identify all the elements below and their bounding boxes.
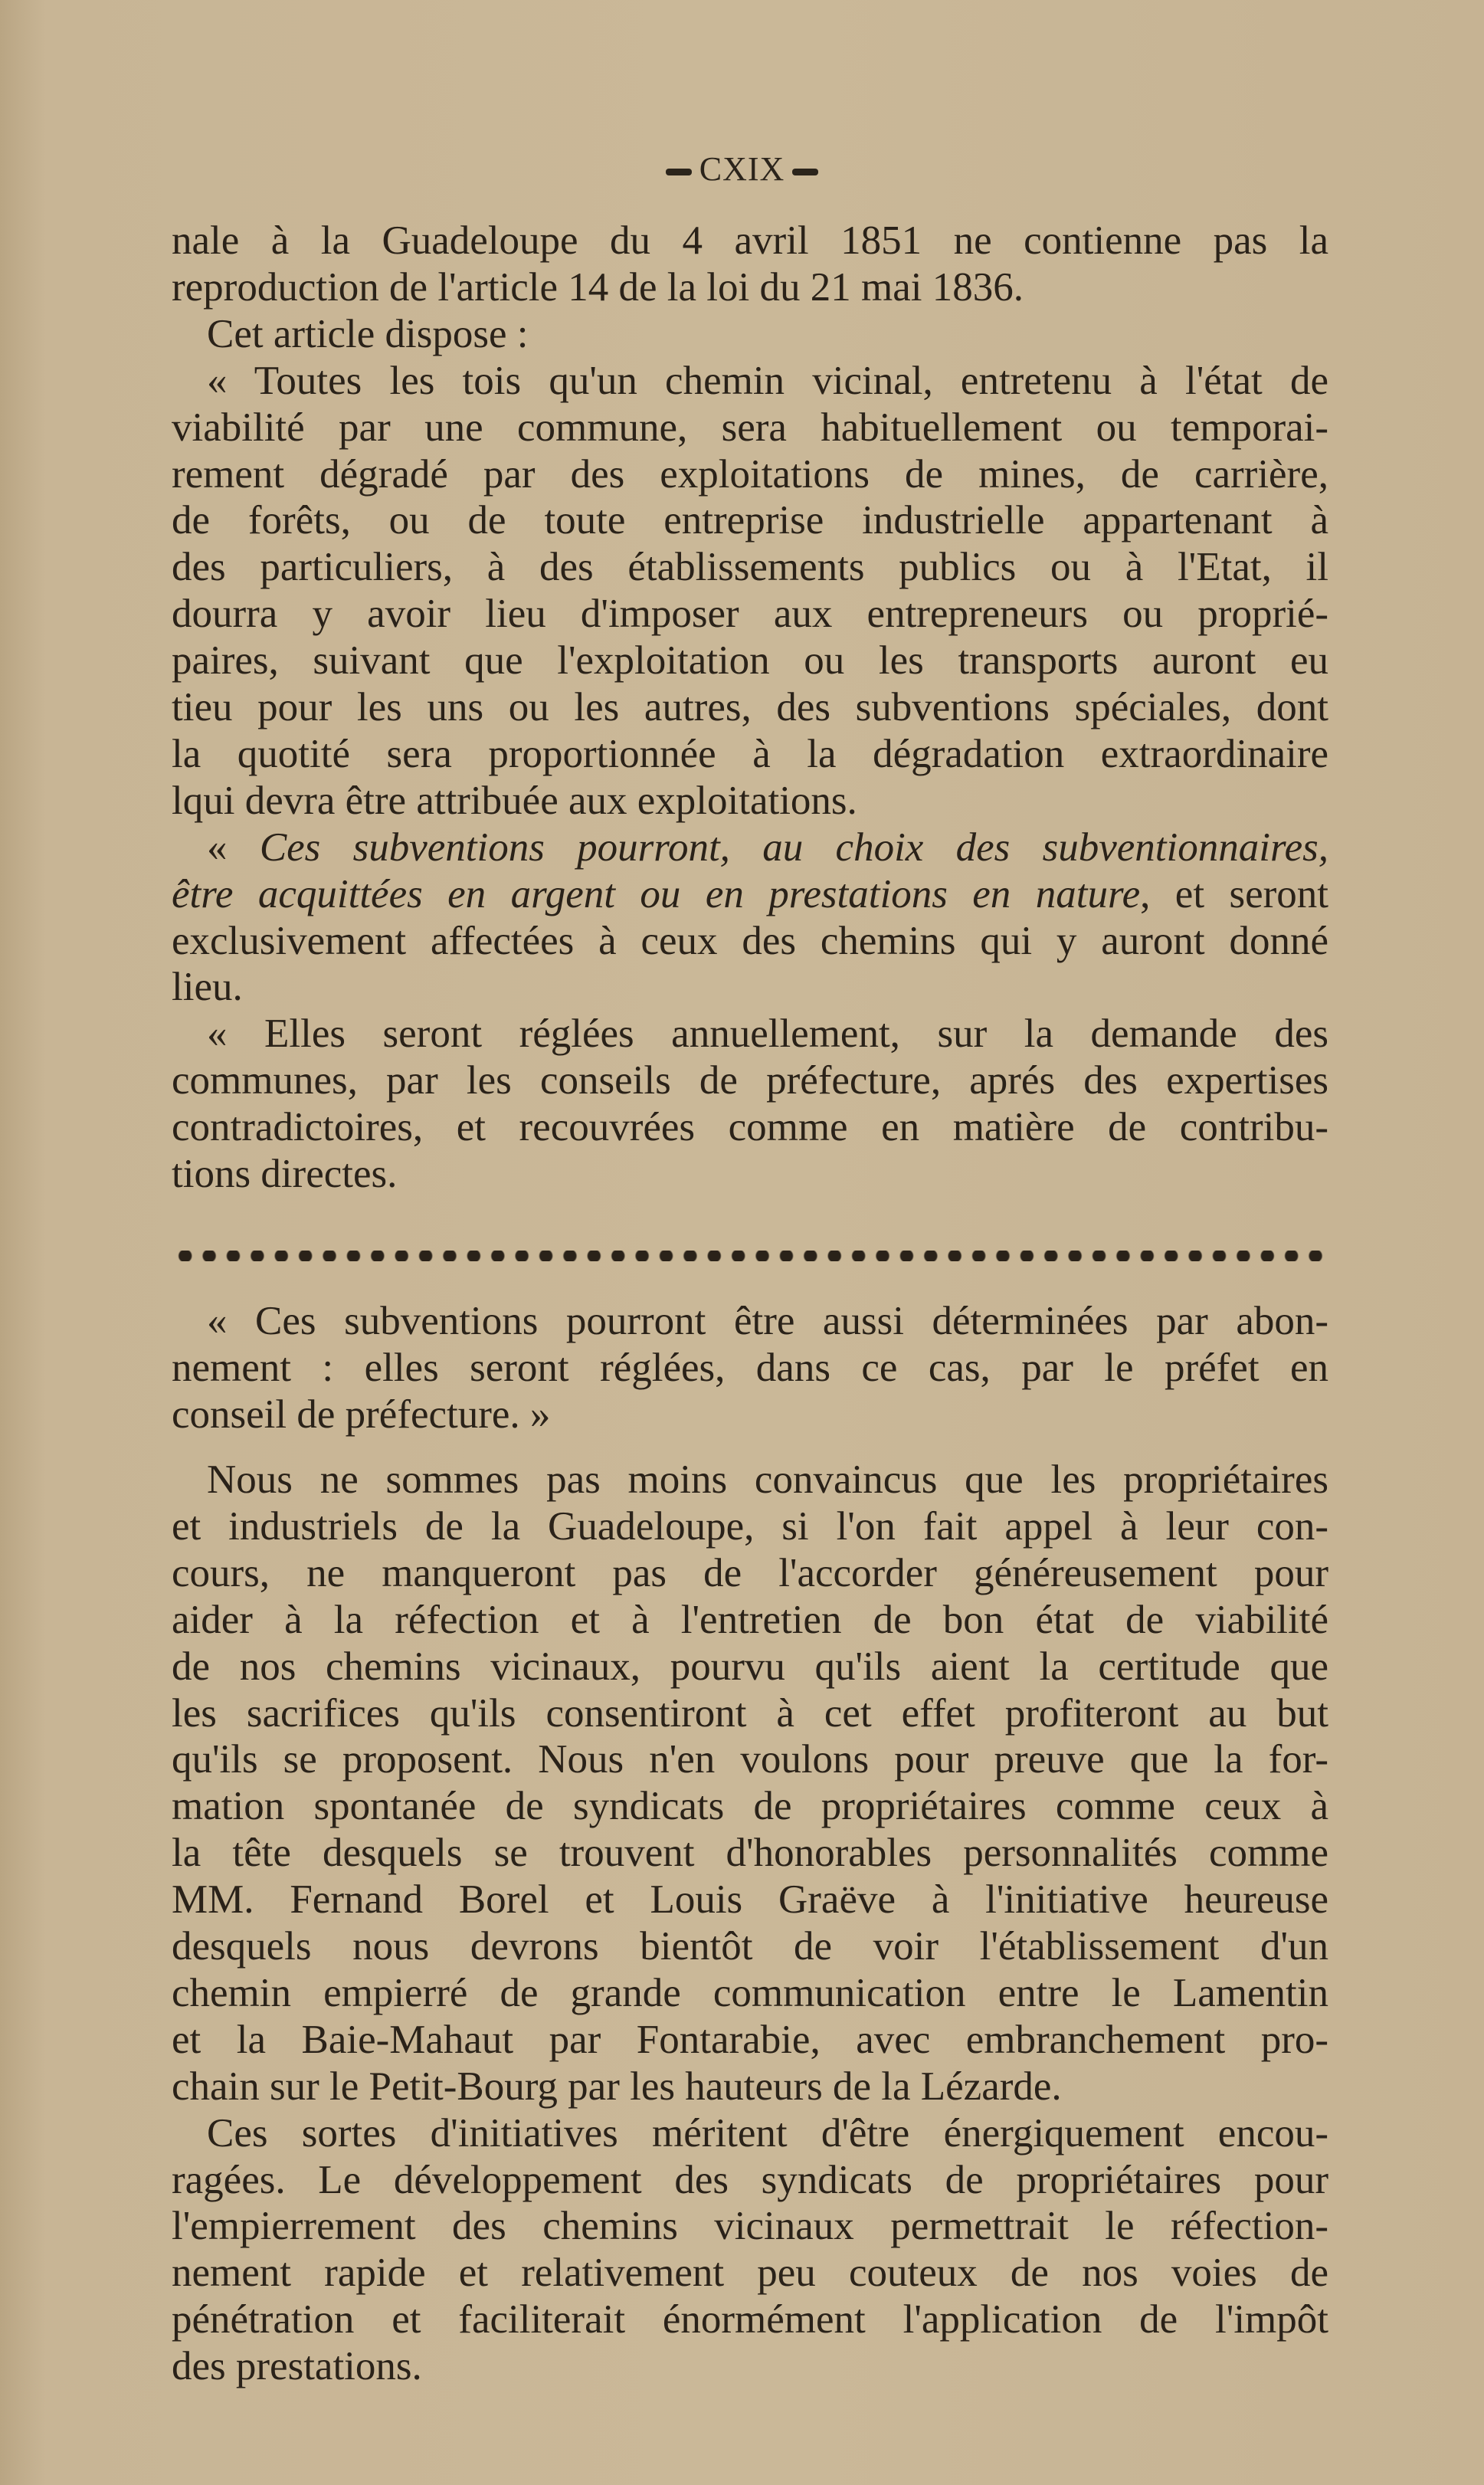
text-line: Cet article dispose : [207,311,529,356]
text-line: « Elles seront réglées annuellement, sur la demande des [207,1011,1328,1057]
text-line: cours, ne manqueront pas de l'accorder généreusement pour [172,1550,1328,1595]
ellipsis-dotted-separator [173,1251,1328,1261]
italic-text: Ces subventions pourront, au choix des subventionnaires, [259,825,1328,870]
page-number: CXIX [699,150,785,188]
page-header [0,149,1484,189]
text-line: exclusivement affectées à ceux des chemins qui y auront donné [172,918,1328,963]
text-line: desquels nous devrons bientôt de voir l'établissement d'un [172,1924,1328,1969]
text-line: chemin empierré de grande communication entre le Lamentin [172,1970,1328,2015]
text-line [172,871,1328,918]
text-line: la tête desquels se trouvent d'honorables personnalités comme [172,1831,1328,1876]
text-line: aider à la réfection et à l'entretien de bon état de viabilité [172,1597,1328,1642]
text-line: Nous ne sommes pas moins convaincus que les propriétaires [207,1457,1328,1502]
text-line: rement dégradé par des exploitations de mines, de carrière, [172,451,1328,497]
text-line: « Ces subventions pourront être aussi déterminées par abon- [207,1299,1328,1343]
text-line: nale à la Guadeloupe du 4 avril 1851 ne contienne pas la [172,218,1328,263]
text-line: tions directes. [172,1152,398,1196]
text-line: tieu pour les uns ou les autres, des subventions spéciales, dont [172,685,1328,729]
text-line: qu'ils se proposent. Nous n'en voulons pour preuve que la for- [172,1737,1328,1782]
text-line: reproduction de l'article 14 de la loi du 21 mai 1836. [172,264,1024,310]
text-line: mation spontanée de syndicats de propriétaires comme ceux à [172,1784,1328,1829]
text-line: l'empierrement des chemins vicinaux permettrait le réfection- [172,2204,1328,2249]
text-line: lieu. [172,965,243,1010]
text-line: les sacrifices qu'ils consentiront à cet effet profiteront au but [172,1690,1328,1736]
text-line: dourra y avoir lieu d'imposer aux entrepreneurs ou proprié- [172,592,1328,637]
text-line: des particuliers, à des établissements publics ou à l'Etat, il [172,545,1328,590]
header-ornament-left [666,169,692,175]
text-line: nement : elles seront réglées, dans ce cas, par le préfet en [172,1345,1328,1390]
text-line: de forêts, ou de toute entreprise industrielle appartenant à [172,498,1328,543]
text-line: « Toutes les tois qu'un chemin vicinal, entretenu à l'état de [207,358,1328,403]
text-line: pénétration et faciliterait énormément l'application de l'impôt [172,2297,1328,2342]
text-line: la quotité sera proportionnée à la dégradation extraordinaire [172,731,1328,776]
text-line: conseil de préfecture. » [172,1392,551,1437]
text-line: et industriels de la Guadeloupe, si l'on fait appel à leur con- [172,1503,1328,1549]
header-ornament-right [792,169,818,175]
text-line: nement rapide et relativement peu couteux de nos voies de [172,2251,1328,2296]
text-line: MM. Fernand Borel et Louis Graëve à l'initiative heureuse [172,1877,1328,1923]
text-line: Ces sortes d'initiatives méritent d'être énergiquement encou- [207,2110,1328,2156]
text-line: contradictoires, et recouvrées comme en matière de contribu- [172,1105,1328,1150]
text-line: paires, suivant que l'exploitation ou les transports auront eu [172,638,1328,684]
text-line: ragées. Le développement des syndicats de propriétaires pour [172,2157,1328,2202]
text-line: des prestations. [172,2344,422,2389]
text-line: de nos chemins vicinaux, pourvu qu'ils aient la certitude que [172,1644,1328,1689]
text-line [207,825,1328,871]
text-line: lqui devra être attribuée aux exploitations. [172,778,857,823]
text-segment: , et seront [1140,871,1328,916]
text-line: communes, par les conseils de préfecture, aprés des expertises [172,1058,1328,1103]
text-line: chain sur le Petit-Bourg par les hauteurs de la Lézarde. [172,2064,1062,2109]
text-segment: « [207,825,260,870]
text-line: viabilité par une commune, sera habituellement ou temporai- [172,405,1328,450]
text-line: et la Baie-Mahaut par Fontarabie, avec embranchement pro- [172,2017,1328,2062]
italic-text: être acquittées en argent ou en prestations en nature [172,871,1141,916]
